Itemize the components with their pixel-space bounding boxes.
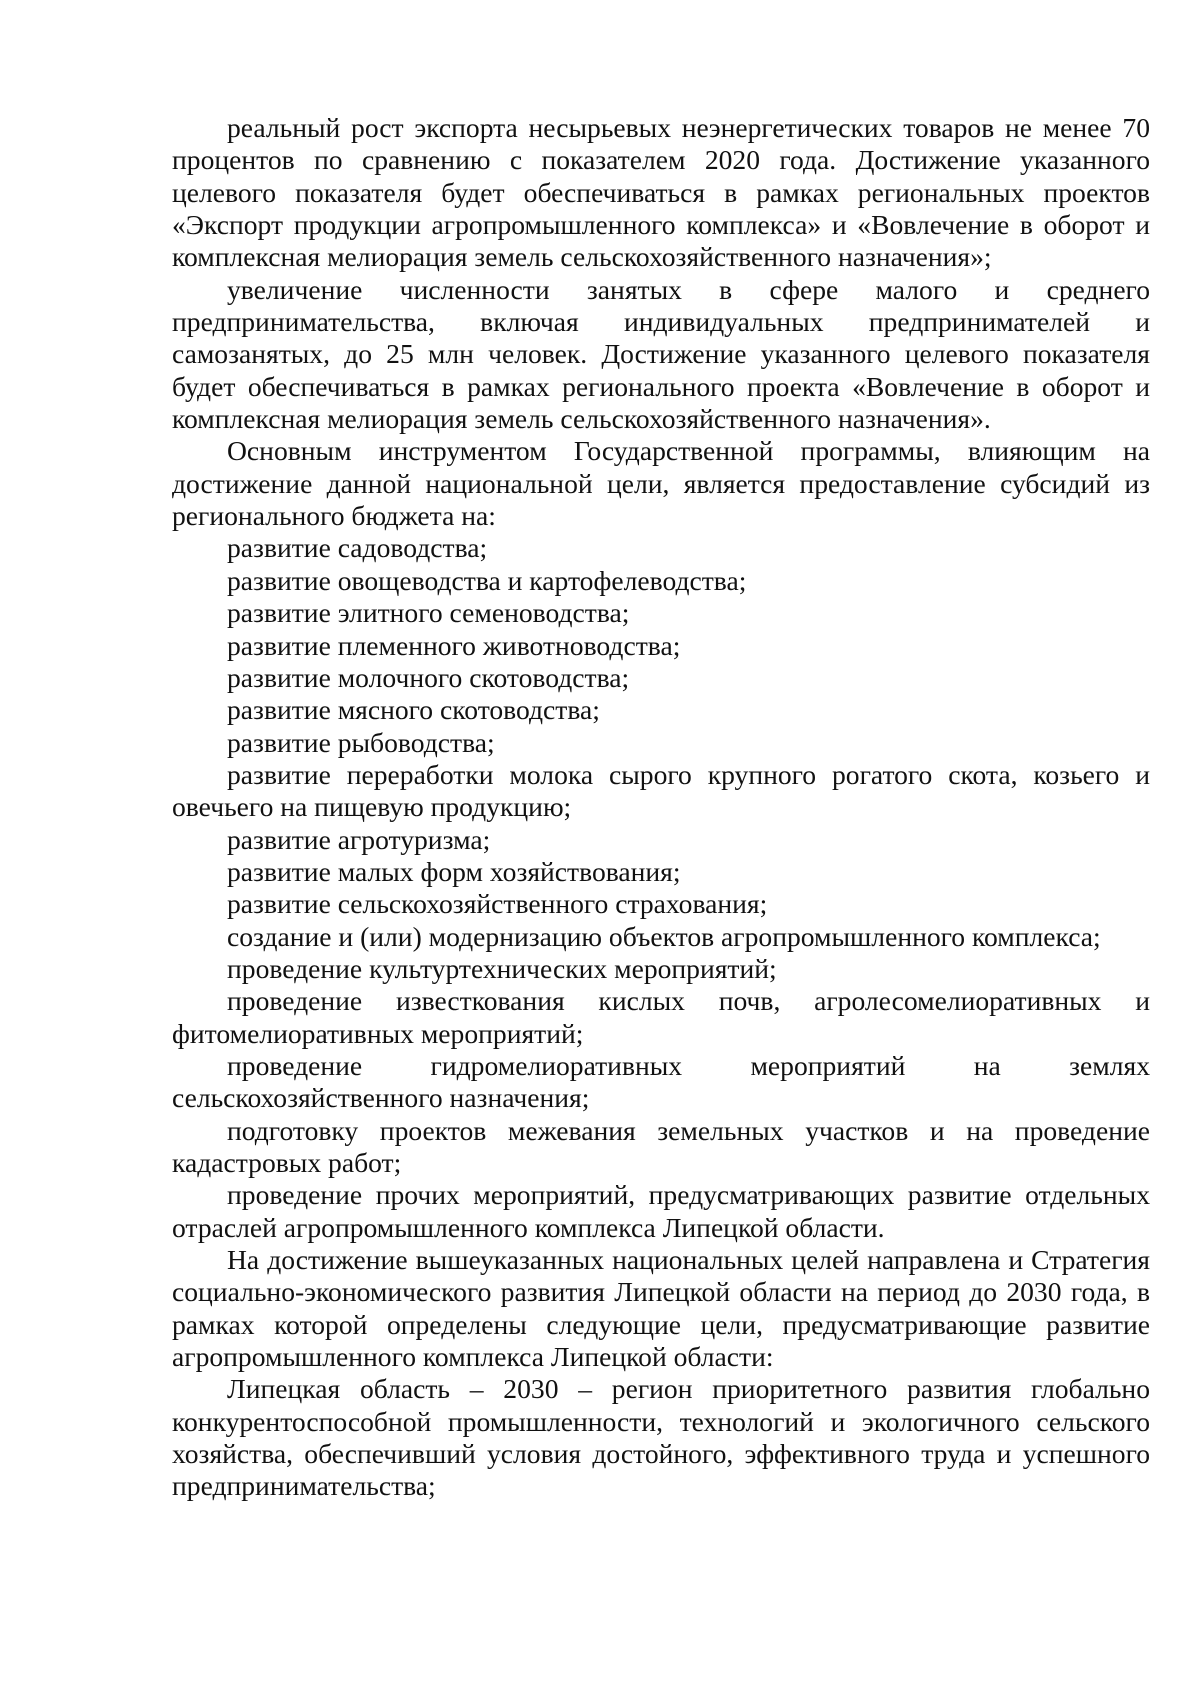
- list-item: развитие молочного скотоводства;: [227, 661, 630, 693]
- document-page: [172, 112, 1150, 1503]
- list-item: создание и (или) модернизацию объектов агропромышленного комплекса;: [227, 920, 1101, 952]
- list-item: развитие племенного животноводства;: [227, 629, 681, 661]
- paragraph-strategy: На достижение вышеуказанных национальных целей направлена и Стратегия социально-экономического развития Липецкой области на период до 2030 года, в рамках которой определены следующие цели, предусматривающие развитие агропромышленного комплекса Липецкой области:: [172, 1244, 1150, 1373]
- list-item: развитие мясного скотоводства;: [227, 694, 600, 726]
- paragraph-sme-employment: увеличение численности занятых в сфере малого и среднего предпринимательства, включая индивидуальных предпринимателей и самозанятых, до 25 млн человек. Достижение указанного целевого показателя будет обеспечиваться в рамках регионального проекта «Вовлечение в оборот и комплексная мелиорация земель сельскохозяйственного назначения».: [172, 273, 1150, 435]
- list-item: развитие агротуризма;: [227, 823, 491, 855]
- list-item: подготовку проектов межевания земельных участков и на проведение кадастровых работ;: [172, 1114, 1150, 1178]
- paragraph-export-growth: реальный рост экспорта несырьевых неэнергетических товаров не менее 70 процентов по сравнению с показателем 2020 года. Достижение указанного целевого показателя будет обеспечиваться в рамках региональных проектов «Экспорт продукции агропромышленного комплекса» и «Вовлечение в оборот и комплексная мелиорация земель сельскохозяйственного назначения»;: [172, 112, 1150, 273]
- paragraph-lipetsk-2030: Липецкая область – 2030 – регион приоритетного развития глобально конкурентоспособной промышленности, технологий и экологичного сельского хозяйства, обеспечивший условия достойного, эффективного труда и успешного предпринимательства;: [172, 1373, 1150, 1502]
- list-item: проведение гидромелиоративных мероприятий на землях сельскохозяйственного назначения;: [172, 1049, 1150, 1114]
- list-item: развитие овощеводства и картофелеводства;: [227, 564, 747, 596]
- list-item: развитие элитного семеноводства;: [227, 597, 630, 629]
- list-item: проведение известкования кислых почв, агролесомелиоративных и фитомелиоративных мероприятий;: [172, 985, 1150, 1049]
- list-item: развитие сельскохозяйственного страхования;: [227, 888, 768, 920]
- list-item: развитие переработки молока сырого крупного рогатого скота, козьего и овечьего на пищевую продукцию;: [172, 758, 1150, 823]
- list-item: развитие садоводства;: [227, 532, 488, 564]
- paragraph-main-instrument: Основным инструментом Государственной программы, влияющим на достижение данной национальной цели, является предоставление субсидий из регионального бюджета на:: [172, 435, 1150, 532]
- list-item: проведение прочих мероприятий, предусматривающих развитие отдельных отраслей агропромышленного комплекса Липецкой области.: [172, 1179, 1150, 1243]
- list-item: развитие малых форм хозяйствования;: [227, 855, 681, 887]
- list-item: проведение культуртехнических мероприятий;: [227, 952, 777, 984]
- list-item: развитие рыбоводства;: [227, 726, 495, 758]
